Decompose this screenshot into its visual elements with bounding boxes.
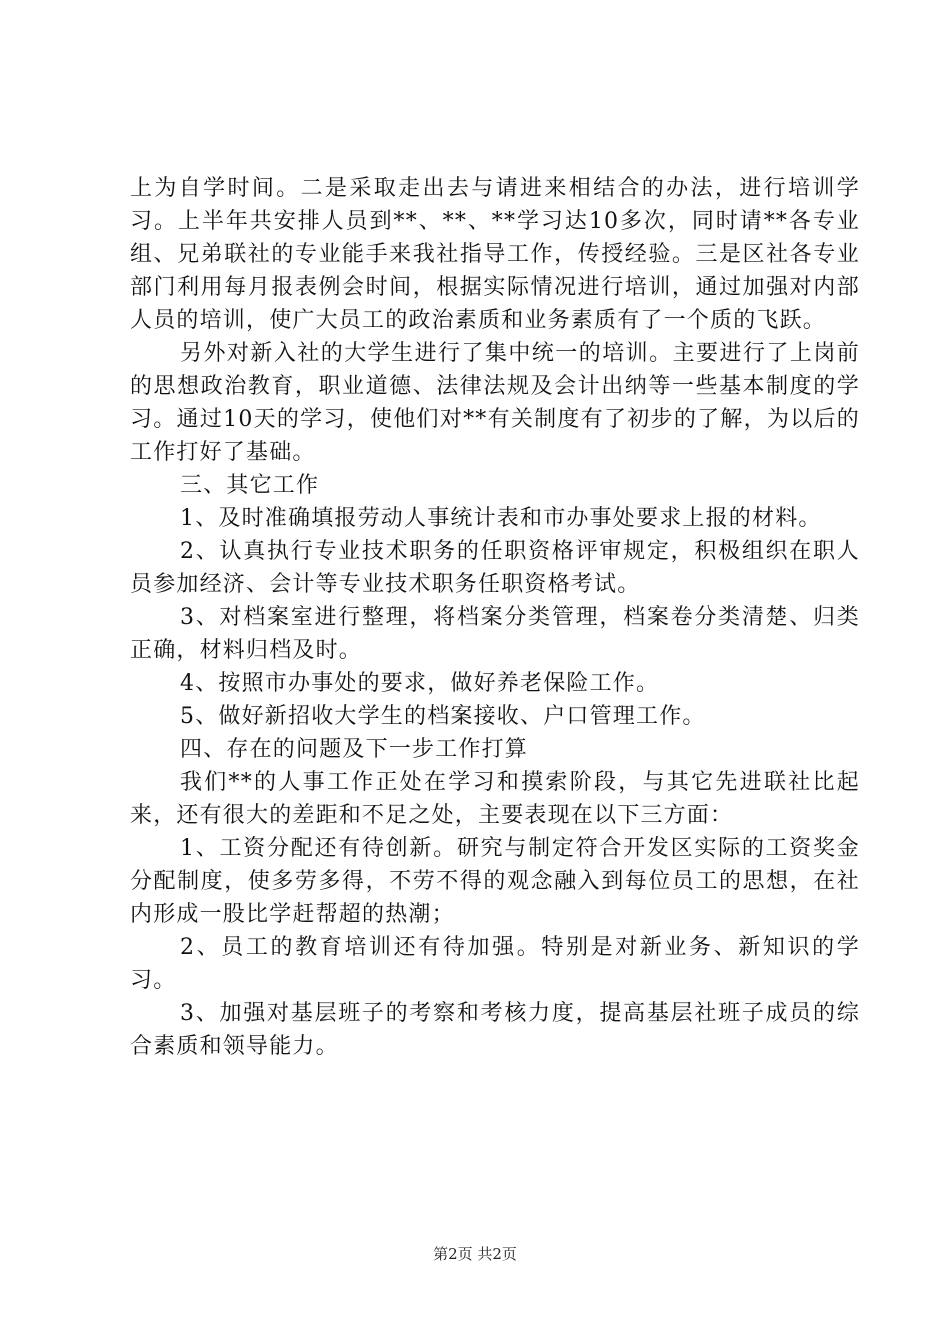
list-item: 1、及时准确填报劳动人事统计表和市办事处要求上报的材料。 (180, 506, 822, 531)
document-body (130, 172, 860, 1063)
list-item: 2、认真执行专业技术职务的任职资格评审规定，积极组织在职人员参加经济、会计等专业技术职务任职资格考试。 (130, 539, 860, 597)
paragraph-problems-intro: 我们**的人事工作正处在学习和摸索阶段，与其它先进联社比起来，还有很大的差距和不足之处，主要表现在以下三方面： (130, 770, 860, 828)
list-item: 1、工资分配还有待创新。研究与制定符合开发区实际的工资奖金分配制度，使多劳多得，不劳不得的观念融入到每位员工的思想，在社内形成一股比学赶帮超的热潮； (130, 836, 860, 927)
list-item: 4、按照市办事处的要求，做好养老保险工作。 (180, 671, 660, 696)
list-item: 2、员工的教育培训还有待加强。特别是对新业务、新知识的学习。 (130, 935, 860, 993)
list-item: 5、做好新招收大学生的档案接收、户口管理工作。 (180, 704, 706, 729)
paragraph-2: 另外对新入社的大学生进行了集中统一的培训。主要进行了上岗前的思想政治教育，职业道德、法律法规及会计出纳等一些基本制度的学习。通过10天的学习，使他们对**有关制度有了初步的了解，为以后的工作打好了基础。 (130, 341, 860, 465)
section-heading-problems: 四、存在的问题及下一步工作打算 (180, 737, 529, 762)
list-item: 3、加强对基层班子的考察和考核力度，提高基层社班子成员的综合素质和领导能力。 (130, 1001, 860, 1059)
page-footer: 第2页 共2页 (433, 1245, 517, 1263)
paragraph-1: 上为自学时间。二是采取走出去与请进来相结合的办法，进行培训学习。上半年共安排人员到**、**、**学习达10多次，同时请**各专业组、兄弟联社的专业能手来我社指导工作，传授经验。三是区社各专业部门利用每月报表例会时间，根据实际情况进行培训，通过加强对内部人员的培训，使广大员工的政治素质和业务素质有了一个质的飞跃。 (130, 176, 860, 333)
list-item: 3、对档案室进行整理，将档案分类管理，档案卷分类清楚、归类正确，材料归档及时。 (130, 605, 860, 663)
section-heading-other-work: 三、其它工作 (180, 473, 320, 498)
